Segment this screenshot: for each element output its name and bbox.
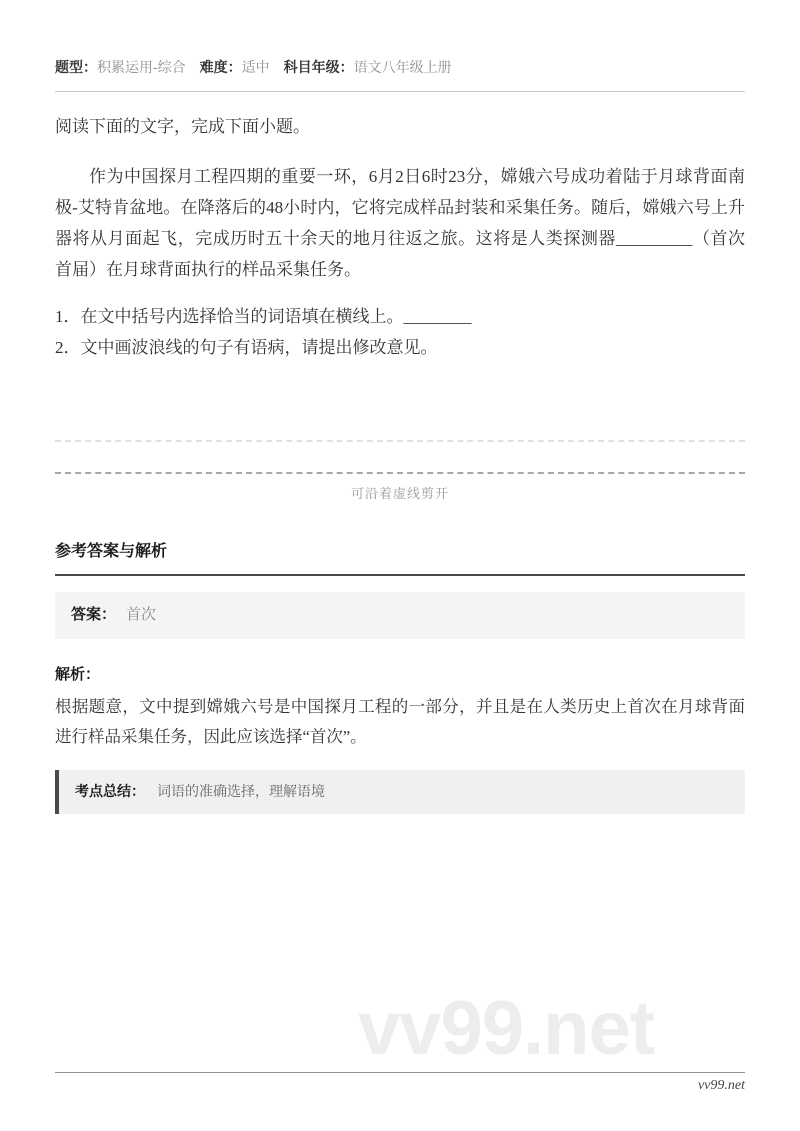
watermark: vv99.net: [358, 986, 655, 1071]
answer-section-divider: [55, 574, 745, 576]
subject-grade-value: 语文八年级上册: [353, 59, 452, 75]
keypoint-value: 词语的准确选择，理解语境: [157, 785, 325, 800]
question-type-value: 积累运用-综合: [97, 59, 186, 75]
question-item-2: 2．文中画波浪线的句子有语病，请提出修改意见。: [55, 338, 438, 357]
answer-value: 首次: [126, 607, 157, 623]
question-item-1: 1．在文中括号内选择恰当的词语填在横线上。________: [55, 307, 472, 326]
difficulty-value: 适中: [241, 59, 270, 75]
answer-label: 答案：: [71, 606, 117, 623]
question-meta-row: [55, 58, 745, 76]
analysis-label: 解析：: [55, 666, 101, 683]
question-type-label: 题型：: [55, 59, 97, 75]
reading-passage: 作为中国探月工程四期的重要一环，6月2日6时23分，嫦娥六号成功着陆于月球背面南极-艾特肯盆地。在降落后的48小时内，它将完成样品封装和采集任务。随后，嫦娥六号上升器将从月面起飞，完成历时五十余天的地月往返之旅。这将是人类探测器_________（首次 首届）在月球背面执行的样品采集任务。: [55, 167, 796, 279]
cut-dashed-line-light: [55, 440, 745, 442]
analysis-text: 根据题意，文中提到嫦娥六号是中国探月工程的一部分，并且是在人类历史上首次在月球背面进行样品采集任务，因此应该选择“首次”。: [55, 697, 745, 746]
question-intro: 阅读下面的文字，完成下面小题。: [55, 117, 310, 136]
cut-dashed-line: [55, 472, 745, 474]
page-footer: [55, 1072, 745, 1094]
footer-site-name: vv99.net: [697, 1078, 745, 1093]
keypoint-summary-box: [55, 770, 745, 814]
header-divider: [55, 91, 745, 92]
question-items: [55, 301, 745, 363]
cut-line-caption: 可沿着虚线剪开: [350, 486, 449, 501]
difficulty-label: 难度：: [199, 59, 242, 75]
answer-box: [55, 592, 745, 639]
answer-section-title: 参考答案与解析: [55, 543, 168, 560]
subject-grade-label: 科目年级：: [283, 59, 354, 75]
keypoint-label: 考点总结：: [75, 783, 145, 799]
